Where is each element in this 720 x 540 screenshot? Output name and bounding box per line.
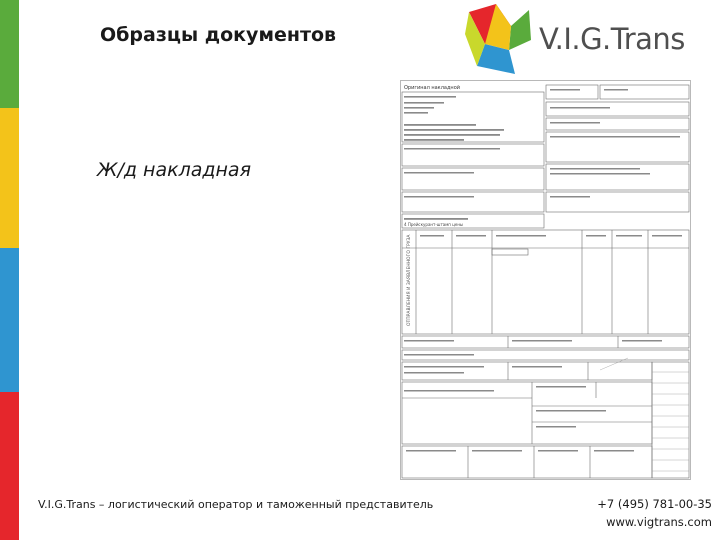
footer-company-line: V.I.G.Trans – логистический оператор и таможенный представитель [38, 498, 434, 511]
company-logo [463, 4, 693, 78]
side-stripe-red [0, 392, 19, 540]
side-stripe-blue [0, 248, 19, 392]
waybill-bottom-left-text: 4 Прейскурант-штамп цены [404, 222, 464, 227]
slide-title: Образцы документов [100, 24, 337, 46]
railway-waybill-image [400, 80, 691, 480]
logo-text: V.I.G.Trans [539, 22, 685, 56]
slide-subtitle: Ж/д накладная [97, 159, 252, 181]
waybill-header-text: Оригинал накладной [404, 85, 461, 91]
footer-phone: +7 (495) 781-00-35 [597, 497, 712, 511]
waybill-vertical-text: ОТПРАВЛЕНИЯ И ЗАЯВЛЕННОГО ГРУЗА [407, 234, 412, 326]
logo-mark-icon [463, 4, 537, 78]
side-stripe-yellow [0, 108, 19, 248]
footer-website-link[interactable]: www.vigtrans.com [606, 515, 712, 529]
side-stripe-green [0, 0, 19, 108]
